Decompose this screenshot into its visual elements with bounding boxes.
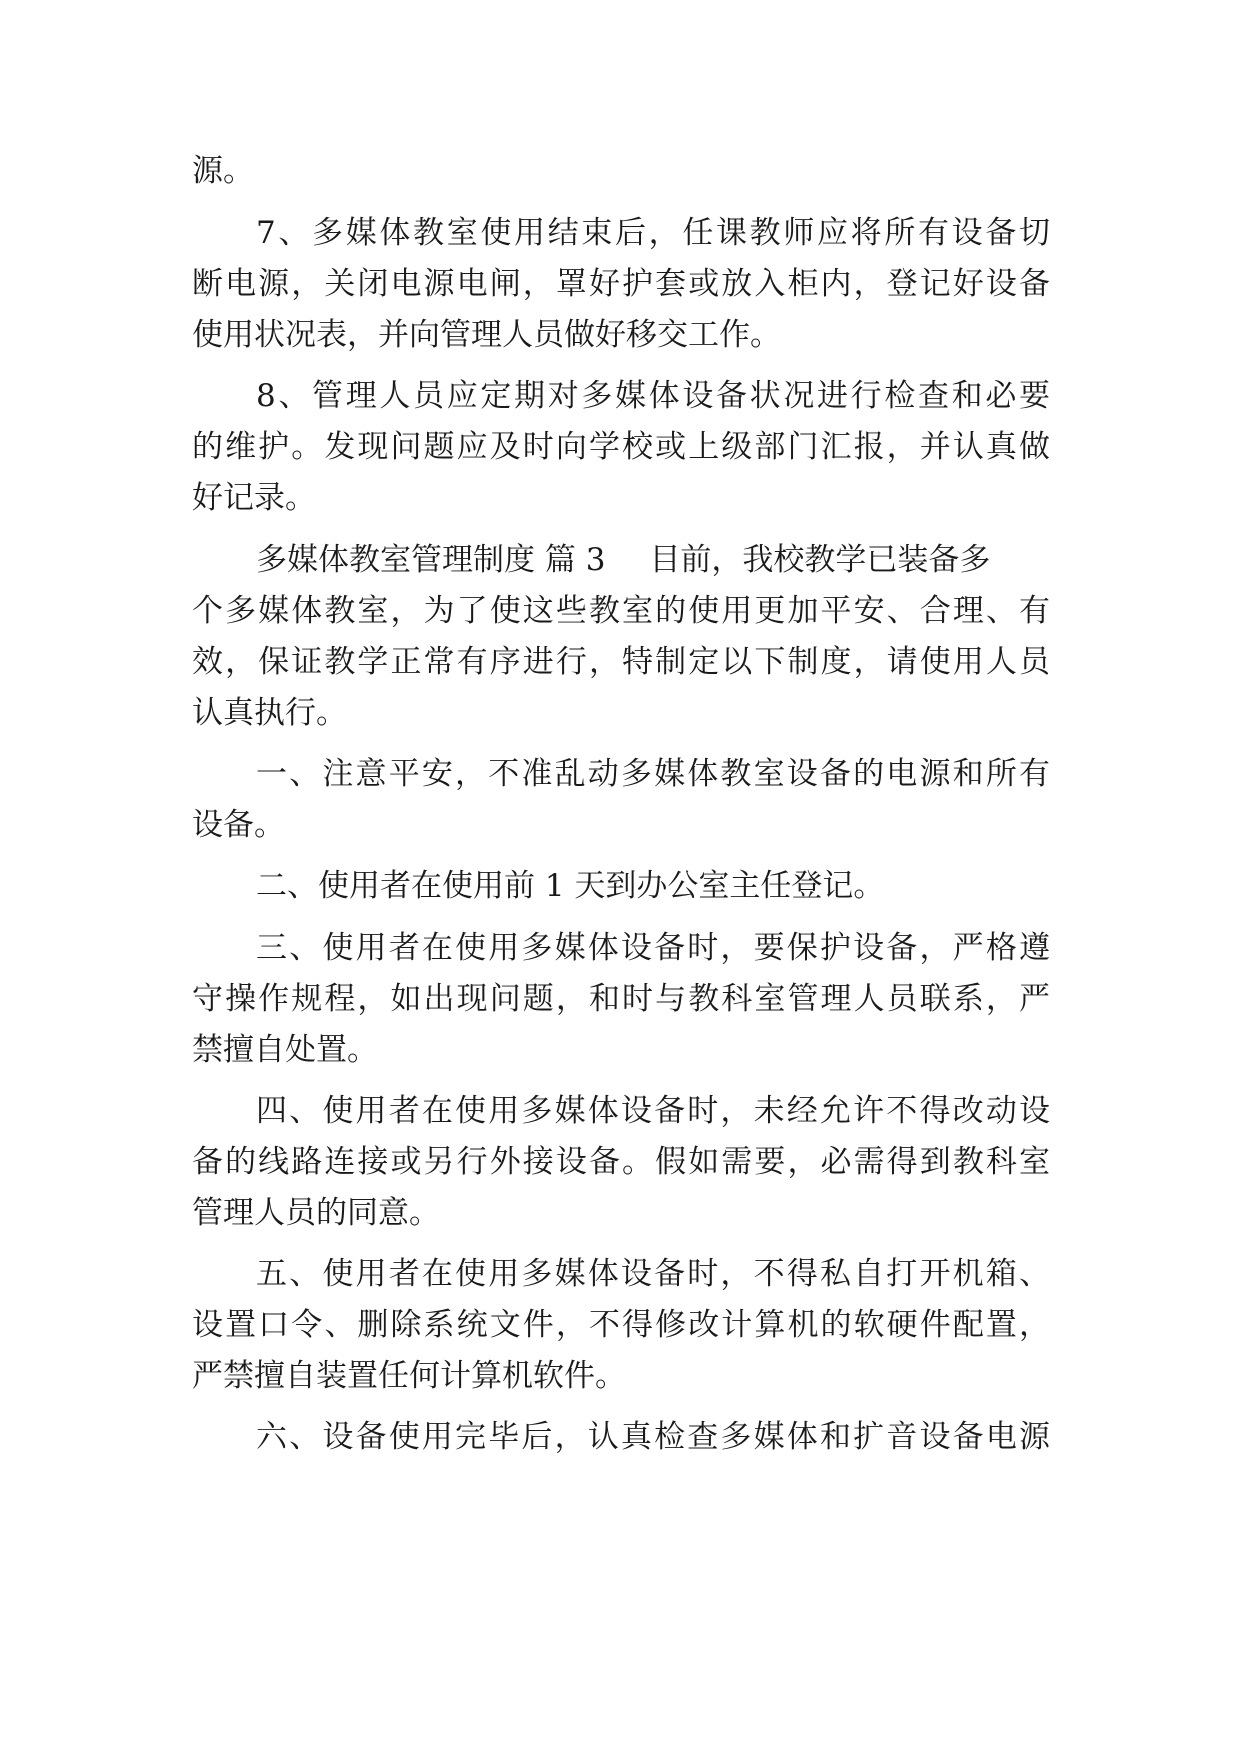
paragraph-8-line-3: 好记录。 <box>192 480 316 516</box>
rule-5-line-2: 设置口令、删除系统文件，不得修改计算机的软硬件配置， <box>192 1307 1050 1343</box>
rule-2-line-1: 二、使用者在使用前 1 天到办公室主任登记。 <box>256 868 885 904</box>
rule-4-line-3: 管理人员的同意。 <box>192 1195 440 1231</box>
rule-1-line-1: 一、注意平安，不准乱动多媒体教室设备的电源和所有 <box>256 756 1050 792</box>
rule-4-line-2: 备的线路连接或另行外接设备。假如需要，必需得到教科室 <box>192 1144 1050 1180</box>
paragraph-6-end: 源。 <box>192 153 254 189</box>
rule-3-line-1: 三、使用者在使用多媒体设备时，要保护设备，严格遵 <box>256 930 1050 966</box>
paragraph-7-line-3: 使用状况表，并向管理人员做好移交工作。 <box>192 317 781 353</box>
rule-5-line-3: 严禁擅自装置任何计算机软件。 <box>192 1358 626 1394</box>
intro-line-2: 个多媒体教室，为了使这些教室的使用更加平安、合理、有 <box>192 593 1050 629</box>
paragraph-8-line-1: 8、管理人员应定期对多媒体设备状况进行检查和必要 <box>256 378 1050 414</box>
rule-4-line-1: 四、使用者在使用多媒体设备时，未经允许不得改动设 <box>256 1093 1050 1129</box>
rule-6-line-1: 六、设备使用完毕后，认真检查多媒体和扩音设备电源 <box>256 1419 1050 1455</box>
rule-5-line-1: 五、使用者在使用多媒体设备时，不得私自打开机箱、 <box>256 1256 1050 1292</box>
paragraph-7-line-1: 7、多媒体教室使用结束后，任课教师应将所有设备切 <box>256 215 1050 251</box>
paragraph-8-line-2: 的维护。发现问题应及时向学校或上级部门汇报，并认真做 <box>192 429 1050 465</box>
intro-line-3: 效，保证教学正常有序进行，特制定以下制度，请使用人员 <box>192 644 1050 680</box>
section-heading: 多媒体教室管理制度 篇 3 <box>256 542 606 578</box>
rule-3-line-3: 禁擅自处置。 <box>192 1032 378 1068</box>
rule-1-line-2: 设备。 <box>192 807 285 843</box>
intro-line-4: 认真执行。 <box>192 695 347 731</box>
intro-line-1-text: 目前，我校教学已装备多 <box>649 542 991 578</box>
section-heading-line <box>256 540 1050 580</box>
paragraph-7-line-2: 断电源，关闭电源电闸，罩好护套或放入柜内，登记好设备 <box>192 266 1050 302</box>
rule-3-line-2: 守操作规程，如出现问题，和时与教科室管理人员联系，严 <box>192 981 1050 1017</box>
